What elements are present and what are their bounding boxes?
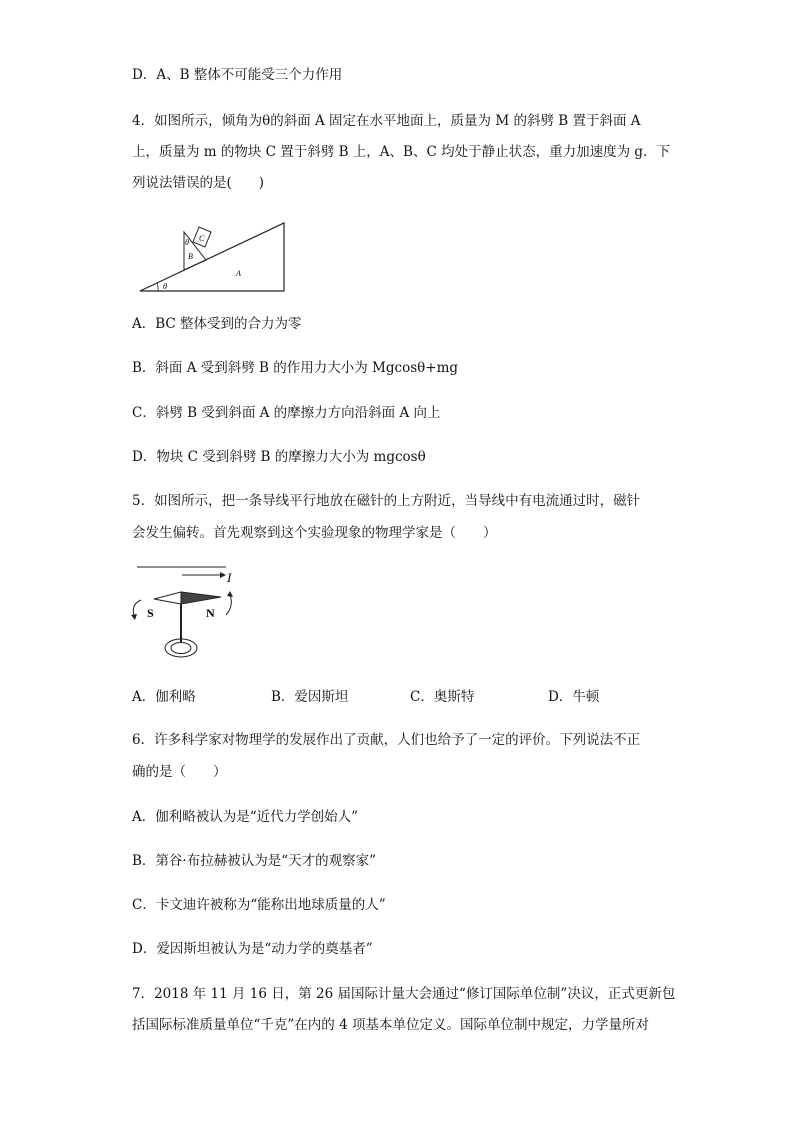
rotation-arrowhead-left	[131, 614, 137, 620]
question-7-stem-line-2: 括国际标准质量单位“千克”在内的 4 项基本单位定义。国际单位制中规定，力学量所对	[132, 1017, 649, 1033]
label-a: A	[236, 269, 241, 278]
needle-n	[181, 592, 221, 604]
question-4-option-d: D．物块 C 受到斜劈 B 的摩擦力大小为 mgcosθ	[132, 449, 426, 465]
question-5-stem-line-2: 会发生偏转。首先观察到这个实验现象的物理学家是（ ）	[132, 525, 497, 541]
current-arrowhead	[220, 572, 226, 578]
question-6-option-b: B．第谷·布拉赫被认为是“天才的观察家”	[132, 853, 377, 869]
question-4-option-c: C．斜劈 B 受到斜面 A 的摩擦力方向沿斜面 A 向上	[132, 405, 441, 421]
incline-figure	[136, 214, 288, 296]
question-4-stem-line-1: 4．如图所示，倾角为θ的斜面 A 固定在水平地面上，质量为 M 的斜劈 B 置于斜面 A	[132, 113, 641, 129]
rotation-arrow-right	[226, 595, 231, 615]
question-5-option-a: A．伽利略	[132, 689, 196, 705]
base-inner	[171, 643, 191, 654]
label-c: C	[199, 234, 205, 243]
question-6-stem-line-1: 6．许多科学家对物理学的发展作出了贡献，人们也给予了一定的评价。下列说法不正	[132, 732, 641, 748]
label-theta: θ	[163, 282, 167, 291]
question-4-option-b: B．斜面 A 受到斜劈 B 的作用力大小为 Mgcosθ+mg	[132, 360, 459, 376]
question-4-option-a: A．BC 整体受到的合力为零	[132, 316, 302, 332]
label-n: N	[206, 606, 215, 620]
question-6-option-a: A．伽利略被认为是“近代力学创始人”	[132, 809, 359, 825]
compass-figure	[124, 560, 240, 662]
question-7-stem-line-1: 7．2018 年 11 月 16 日，第 26 届国际计量大会通过“修订国际单位制”决议，正式更新包	[132, 986, 676, 1002]
label-b: B	[188, 252, 193, 261]
label-theta-b: θ	[185, 238, 189, 247]
rotation-arrowhead-right	[227, 591, 233, 597]
question-5-option-b: B．爱因斯坦	[271, 689, 349, 705]
rotation-arrow-left	[133, 600, 141, 616]
needle-s	[154, 592, 181, 604]
incline-a	[140, 223, 284, 291]
question-4-stem-line-3: 列说法错误的是( )	[132, 175, 265, 191]
label-s: S	[147, 606, 154, 620]
question-6-option-c: C．卡文迪许被称为“能称出地球质量的人”	[132, 897, 386, 913]
question-4-stem-line-2: 上，质量为 m 的物块 C 置于斜劈 B 上，A、B、C 均处于静止状态，重力加速度为 g．下	[132, 144, 671, 160]
question-3-option-d: D．A、B 整体不可能受三个力作用	[132, 67, 343, 83]
label-i: I	[227, 570, 232, 585]
question-6-stem-line-2: 确的是（ ）	[132, 764, 227, 780]
question-5-option-c: C．奥斯特	[410, 689, 475, 705]
angle-arc	[157, 283, 158, 291]
question-6-option-d: D．爱因斯坦被认为是“动力学的奠基者”	[132, 941, 373, 957]
question-5-option-d: D．牛顿	[548, 689, 600, 705]
question-5-stem-line-1: 5．如图所示，把一条导线平行地放在磁针的上方附近，当导线中有电流通过时，磁针	[132, 493, 641, 509]
